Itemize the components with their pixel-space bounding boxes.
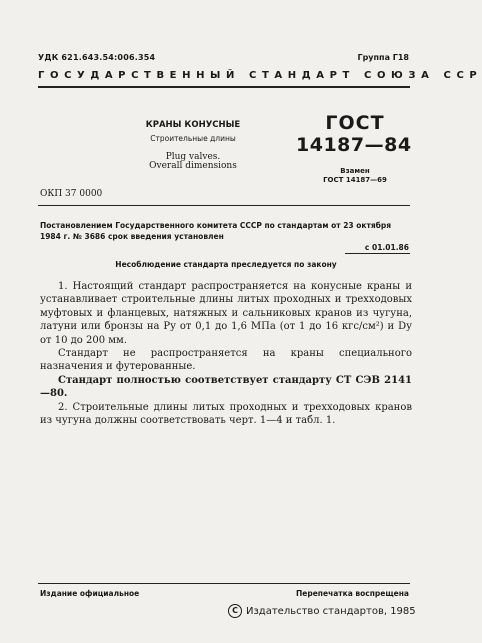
paragraph-exclusion: Стандарт не распространяется на краны специального назначения и футерованные.: [40, 348, 412, 373]
footer-official-edition: Издание официальное: [40, 589, 140, 598]
okp-code: ОКП 37 0000: [40, 189, 103, 199]
copyright-icon: C: [228, 604, 242, 618]
paragraph-lengths: 2. Строительные длины литых проходных и трехходовых кранов из чугуна должны соответствовать черт. 1—4 и табл. 1.: [40, 401, 412, 427]
gost-label: ГОСТ: [325, 112, 385, 134]
replaces-label: Взамен: [340, 167, 370, 175]
title-en-line2: Overall dimensions: [149, 161, 237, 171]
section-rule: [38, 205, 410, 206]
footer-rule: [38, 583, 410, 584]
start-date-underline: [345, 253, 410, 254]
footer-publisher: [228, 604, 416, 618]
paragraph-scope: 1. Настоящий стандарт распространяется на конусные краны и устанавливает строительные длины литых проходных и трехходовых муфтовых и фланцевых, натяжных и сальниковых кранов из чугуна, латуни или бронзы на Pу от 0,1 до 1,6 МПа (от 1 до 16 кгс/см²) и Dу от 10 до 200 мм.: [40, 281, 412, 346]
group-code: Группа Г18: [357, 53, 409, 62]
title-en-line1: Plug valves.: [165, 152, 221, 162]
body-text: [40, 280, 412, 427]
decree-text: Постановлением Государственного комитета СССР по стандартам от 23 октября 1984 г. № 3686 срок введения установлен: [40, 221, 392, 241]
udk-code: УДК 621.643.54:006.354: [38, 53, 156, 62]
subtitle-ru: Строительные длины: [150, 134, 236, 143]
organization-header: ГОСУДАРСТВЕННЫЙ СТАНДАРТ СОЮЗА ССР: [38, 70, 482, 81]
gost-number: 14187—84: [296, 134, 412, 156]
publisher-text: Издательство стандартов, 1985: [246, 606, 416, 617]
replaces-value: ГОСТ 14187—69: [323, 176, 387, 184]
start-date: с 01.01.86: [364, 243, 409, 252]
paragraph-compliance: Стандарт полностью соответствует стандарту СТ СЭВ 2141—80.: [40, 374, 412, 400]
footer-reprint-prohibited: Перепечатка воспрещена: [295, 589, 409, 598]
violation-note: Несоблюдение стандарта преследуется по закону: [115, 260, 337, 269]
title-ru: КРАНЫ КОНУСНЫЕ: [145, 120, 241, 130]
header-rule: [38, 86, 410, 88]
